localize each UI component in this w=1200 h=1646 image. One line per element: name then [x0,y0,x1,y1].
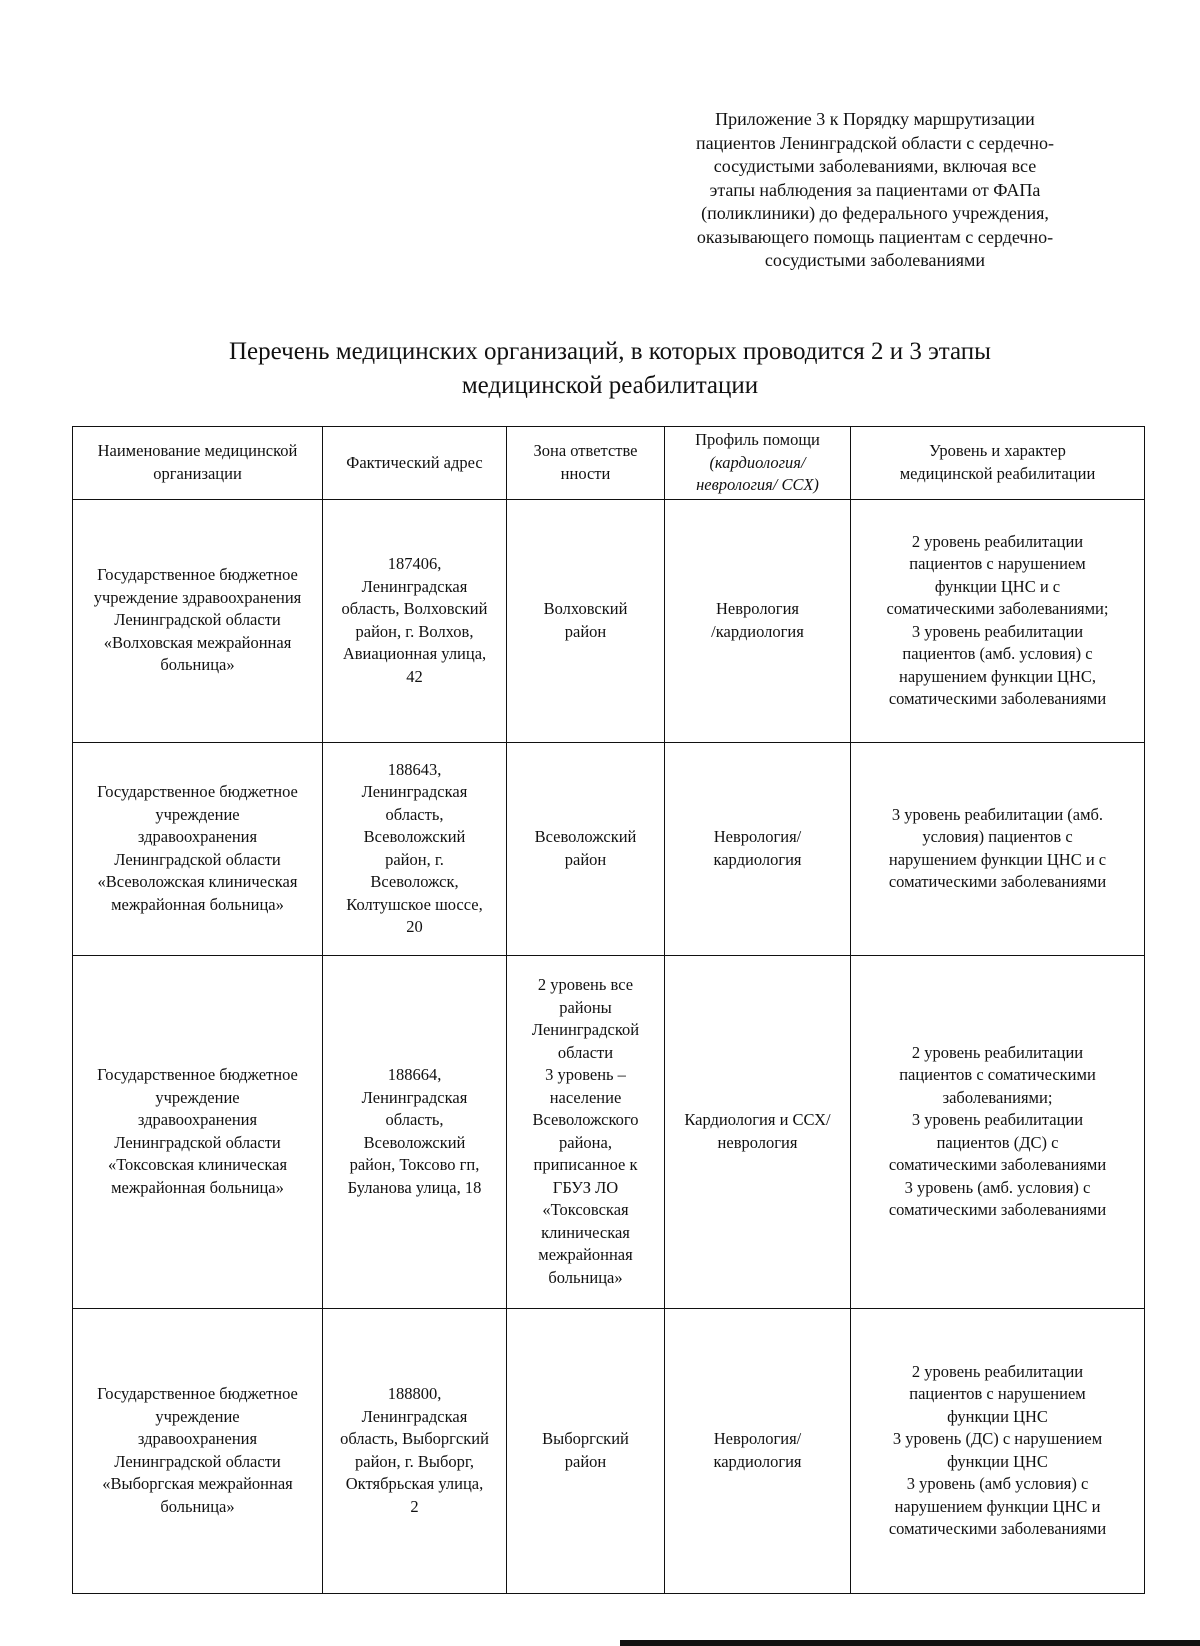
cell-line: 188800, [387,1384,442,1403]
cell-line: клиническая [541,1222,630,1242]
cell-line: население [549,1087,622,1107]
cell-line: Всеволожск, [370,872,459,891]
cell-line: Неврология/ [713,827,802,846]
header-name: Наименование медицинской организации [73,427,323,500]
cell-line: кардиология [713,849,802,869]
cell-line: Ленинградская [361,1087,468,1107]
cell-line: функции ЦНС и с [934,576,1061,596]
table-body [73,499,1145,1593]
cell-line: районы [559,997,612,1017]
appendix-line: (поликлиники) до федерального учреждения, [701,203,1049,223]
cell-profile [665,499,851,742]
cell-line: «Волховская межрайонная [103,632,292,652]
cell-line: 188664, [387,1065,442,1084]
cell-zone [507,742,665,955]
cell-line: больница» [160,655,235,675]
document-title [60,335,1160,403]
cell-line: нарушением функции ЦНС, [899,666,1096,686]
cell-line: 187406, [387,554,442,573]
organizations-table [72,426,1145,1594]
cell-name [73,955,323,1308]
cell-line: 2 уровень все [537,975,634,994]
cell-line: 3 уровень (ДС) с нарушением [892,1429,1103,1448]
cell-line: 3 уровень – [545,1065,626,1084]
cell-zone [507,955,665,1308]
cell-line: района, [559,1132,612,1152]
appendix-line: сосудистыми заболеваниями [764,250,986,270]
cell-line: 3 уровень (амб условия) с [906,1474,1089,1493]
appendix-line: этапы наблюдения за пациентами от ФАПа [709,179,1041,200]
cell-line: «Токсовская [542,1200,629,1219]
cell-line: Государственное бюджетное [97,782,298,801]
cell-name [73,1308,323,1593]
cell-address [323,499,507,742]
cell-line: Государственное бюджетное [97,1065,298,1084]
title-line: Перечень медицинских организаций, в которых проводится 2 и 3 этапы [229,338,991,365]
appendix-line: оказывающего помощь пациентам с сердечно- [696,226,1054,247]
cell-line: соматическими заболеваниями [888,872,1107,891]
cell-line: район [564,849,607,869]
cell-line: Неврология/ [713,1429,802,1448]
cell-line: район, Токсово гп, [349,1155,480,1174]
cell-line: здравоохранения [137,827,258,846]
cell-line: учреждение [155,804,240,824]
cell-line: Всеволожский [363,1132,466,1152]
scan-edge-bar [620,1640,1200,1646]
cell-line: Государственное бюджетное [97,565,298,585]
cell-line: учреждение [155,1087,240,1107]
cell-line: Ленинградская [361,782,468,801]
cell-line: 2 уровень реабилитации [911,531,1084,551]
cell-line: Кардиология и ССХ/ [684,1110,831,1129]
cell-line: нарушением функции ЦНС и с [888,849,1107,869]
cell-line: Всеволожский [363,827,466,846]
cell-level [851,1308,1145,1593]
cell-line: Всеволожского [532,1110,639,1129]
cell-line: учреждение [155,1406,240,1426]
cell-line: области [557,1042,614,1062]
cell-zone [507,499,665,742]
cell-line: межрайонная больница» [111,894,284,914]
cell-line: Ленинградской области [114,849,281,869]
cell-line: 2 уровень реабилитации [911,1361,1084,1381]
cell-line: Государственное бюджетное [97,1384,298,1403]
cell-line: соматическими заболеваниями [888,1200,1107,1219]
cell-line: неврология [717,1132,798,1152]
header-zone: Зона ответстве нности [507,427,665,500]
cell-line: функции ЦНС [947,1406,1048,1426]
table-header-row [73,427,1145,500]
cell-line: пациентов с соматическими [899,1065,1096,1084]
cell-line: «Токсовская клиническая [107,1155,288,1174]
cell-line: 3 уровень реабилитации [911,621,1084,641]
cell-line: область, [385,804,444,824]
appendix-line: Приложение 3 к Порядку маршрутизации [715,109,1035,129]
cell-line: /кардиология [711,621,804,641]
cell-line: соматическими заболеваниями; [886,599,1109,618]
cell-line: пациентов (амб. условия) с [902,644,1093,663]
cell-line: Выборгский [542,1429,629,1448]
cell-line: кардиология [713,1451,802,1471]
cell-line: район, г. Выборг, [355,1451,474,1471]
cell-line: район [564,621,607,641]
cell-line: межрайонная больница» [111,1177,284,1197]
cell-line: район [564,1451,607,1471]
cell-line: больница» [548,1267,623,1287]
cell-line: 42 [406,666,423,686]
cell-level [851,955,1145,1308]
cell-line: область, [385,1110,444,1129]
cell-line: здравоохранения [137,1429,258,1448]
table-row [73,1308,1145,1593]
cell-level [851,742,1145,955]
cell-line: «Выборгская межрайонная [102,1474,293,1493]
cell-line: область, Волховский [341,599,488,618]
cell-line: пациентов (ДС) с [936,1132,1059,1152]
cell-address [323,742,507,955]
table-row [73,499,1145,742]
cell-line: Неврология [716,599,799,618]
header-address: Фактический адрес [323,427,507,500]
cell-line: заболеваниями; [942,1087,1053,1107]
cell-line: 2 [410,1496,419,1516]
cell-line: 2 уровень реабилитации [911,1042,1084,1062]
cell-address [323,955,507,1308]
cell-line: Ленинградская [361,576,468,596]
cell-name [73,499,323,742]
cell-level [851,499,1145,742]
cell-name [73,742,323,955]
cell-line: больница» [160,1496,235,1516]
cell-line: Октябрьская улица, [345,1474,484,1493]
cell-line: нарушением функции ЦНС и [894,1496,1101,1516]
cell-line: учреждение здравоохранения [93,587,302,607]
title-line: медицинской реабилитации [461,372,759,399]
cell-line: 20 [406,917,423,936]
cell-zone [507,1308,665,1593]
cell-line: ГБУЗ ЛО [552,1177,619,1197]
cell-line: Ленинградской области [114,1451,281,1471]
cell-line: соматическими заболеваниями [888,1155,1107,1174]
cell-line: функции ЦНС [947,1451,1048,1471]
cell-line: «Всеволожская клиническая [97,872,298,891]
appendix-line: пациентов Ленинградской области с сердечно- [695,132,1055,153]
cell-line: межрайонная [538,1245,633,1264]
cell-line: область, Выборгский [340,1429,489,1448]
cell-line: 3 уровень реабилитации (амб. [891,804,1104,824]
cell-line: соматическими заболеваниями [888,689,1107,708]
header-level: Уровень и характер медицинской реабилитации [851,427,1145,500]
cell-line: 3 уровень реабилитации [911,1110,1084,1129]
cell-line: Ленинградской области [114,1132,281,1152]
cell-line: 3 уровень (амб. условия) с [904,1177,1091,1197]
cell-line: Буланова улица, 18 [347,1177,482,1197]
table-row [73,742,1145,955]
cell-line: приписанное к [533,1155,638,1174]
cell-line: Ленинградской области [114,610,281,630]
cell-profile [665,955,851,1308]
cell-line: Волховский [543,599,628,618]
cell-line: Ленинградская [361,1406,468,1426]
cell-line: здравоохранения [137,1110,258,1129]
cell-line: условия) пациентов с [922,827,1073,846]
cell-line: пациентов с нарушением [909,554,1086,573]
cell-line: соматическими заболеваниями [888,1519,1107,1538]
cell-line: Авиационная улица, [342,644,487,663]
cell-line: район, г. [385,849,444,869]
cell-line: Ленинградской [531,1020,640,1039]
cell-profile [665,1308,851,1593]
appendix-note [640,108,1110,273]
cell-address [323,1308,507,1593]
cell-line: пациентов с нарушением [909,1384,1086,1403]
header-profile: Профиль помощи (кардиология/ неврология/ ССХ) [665,427,851,500]
appendix-line: сосудистыми заболеваниями, включая все [713,156,1037,176]
cell-profile [665,742,851,955]
table-row [73,955,1145,1308]
cell-line: 188643, [387,759,442,779]
cell-line: район, г. Волхов, [355,621,474,641]
cell-line: Колтушское шоссе, [346,894,483,914]
cell-line: Всеволожский [534,827,637,846]
